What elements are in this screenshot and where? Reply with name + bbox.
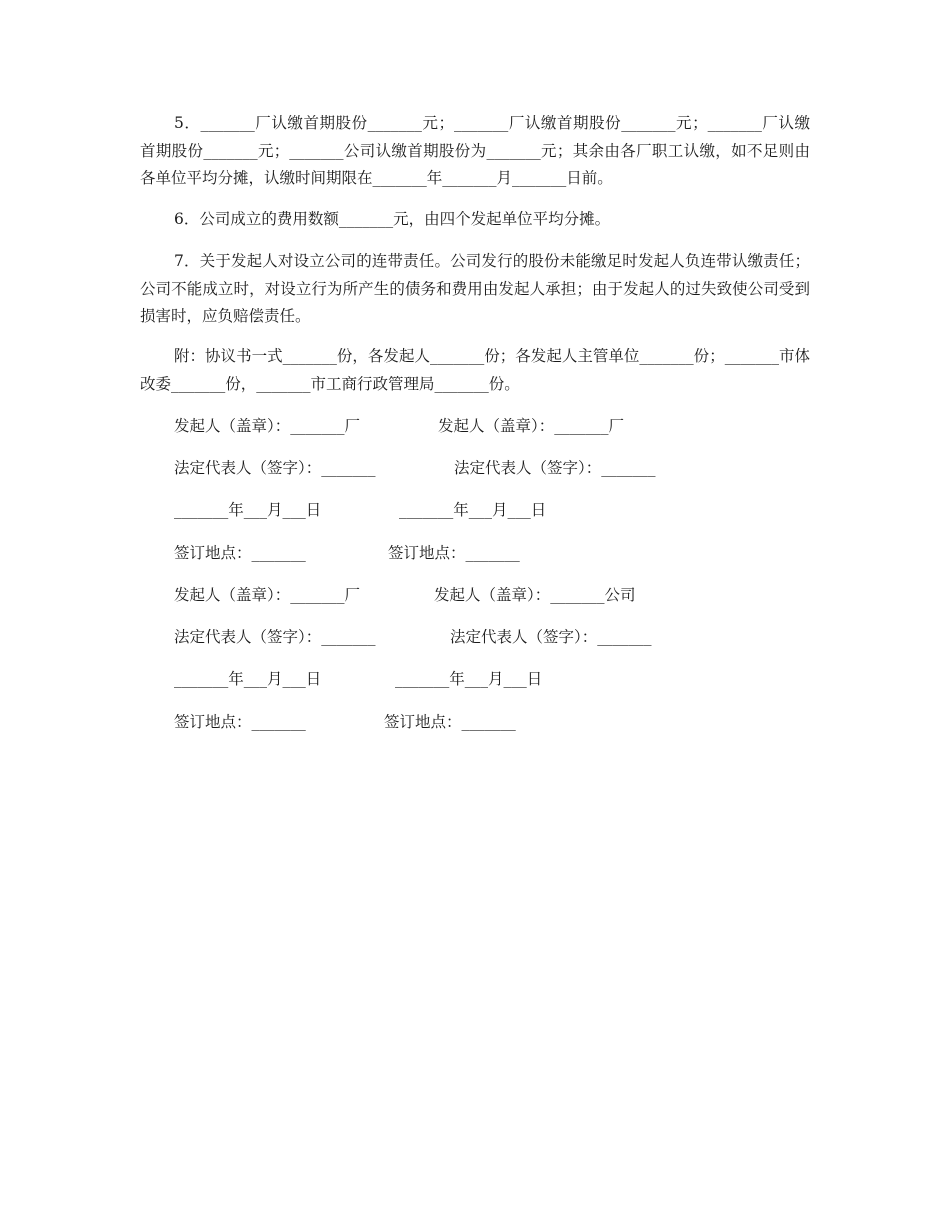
date-left: _______年___月___日 bbox=[174, 501, 322, 519]
signing-place-row-1 bbox=[174, 541, 814, 565]
sponsor-seal-right: 发起人（盖章）：_______厂 bbox=[438, 417, 625, 435]
date-right: _______年___月___日 bbox=[399, 501, 547, 519]
clause-6-paragraph: 6．公司成立的费用数额_______元，由四个发起单位平均分摊。 bbox=[174, 210, 611, 228]
legal-rep-right: 法定代表人（签字）：_______ bbox=[450, 628, 652, 646]
attachment-paragraph: 附：协议书一式_______份，各发起人_______份；各发起人主管单位_______份；_______市体改委_______份，_______市工商行政管理局_______份。 bbox=[140, 347, 810, 393]
date-row-1 bbox=[174, 498, 814, 522]
sponsor-seal-right: 发起人（盖章）：_______公司 bbox=[434, 586, 636, 604]
signing-place-left: 签订地点：_______ bbox=[174, 713, 306, 731]
signing-place-row-2 bbox=[174, 710, 814, 734]
legal-rep-left: 法定代表人（签字）：_______ bbox=[174, 628, 376, 646]
sponsor-seal-row-1 bbox=[174, 414, 814, 438]
sponsor-seal-left: 发起人（盖章）：_______厂 bbox=[174, 586, 361, 604]
legal-rep-row-2 bbox=[174, 625, 814, 649]
clause-5-paragraph: 5．_______厂认缴首期股份_______元；_______厂认缴首期股份_______元；_______厂认缴首期股份_______元；_______公司认缴首期股份为_______元；其余由各厂职工认缴，如不足则由各单位平均分摊，认缴时间期限在_______年_______月_______日前。 bbox=[140, 114, 810, 187]
legal-rep-row-1 bbox=[174, 456, 814, 480]
sponsor-seal-row-2 bbox=[174, 583, 814, 607]
date-left: _______年___月___日 bbox=[174, 670, 322, 688]
clause-7-paragraph: 7．关于发起人对设立公司的连带责任。公司发行的股份未能缴足时发起人负连带认缴责任；公司不能成立时，对设立行为所产生的债务和费用由发起人承担；由于发起人的过失致使公司受到损害时，应负赔偿责任。 bbox=[140, 252, 810, 325]
date-row-2 bbox=[174, 667, 814, 691]
sponsor-seal-left: 发起人（盖章）：_______厂 bbox=[174, 417, 361, 435]
date-right: _______年___月___日 bbox=[395, 670, 543, 688]
legal-rep-left: 法定代表人（签字）：_______ bbox=[174, 459, 376, 477]
signing-place-right: 签订地点：_______ bbox=[384, 713, 516, 731]
signing-place-left: 签订地点：_______ bbox=[174, 544, 306, 562]
legal-rep-right: 法定代表人（签字）：_______ bbox=[454, 459, 656, 477]
signing-place-right: 签订地点：_______ bbox=[388, 544, 520, 562]
